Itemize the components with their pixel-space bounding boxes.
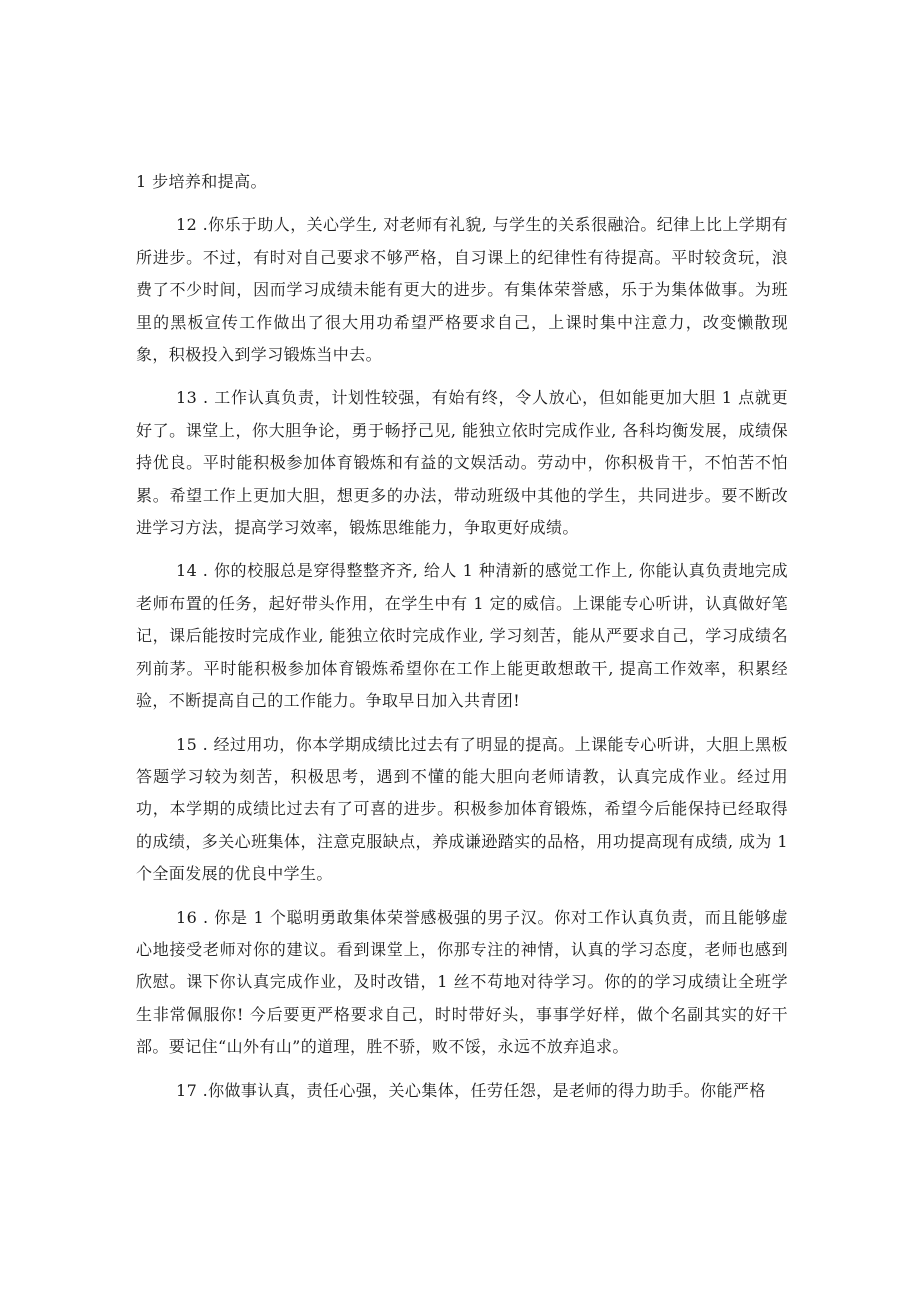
paragraph-17: 17 .你做事认真，责任心强，关心集体，任劳任怨，是老师的得力助手。你能严格 [176,1080,766,1100]
paragraph-continuation: 1 步培养和提高。 [136,172,267,191]
paragraph-15: 15 . 经过用功，你本学期成绩比过去有了明显的提高。上课能专心听讲，大胆上黑板答题学习较为刻苦，积极思考，遇到不懂的能大胆向老师请教，认真完成作业。经过用功，本学期的成绩比过去有了可喜的进步。积极参加体育锻炼，希望今后能保持已经取得的成绩，多关心班集体，注意克服缺点，养成谦逊踏实的品格，用功提高现有成绩, 成为 1 个全面发展的优良中学生。 [136,734,788,884]
document-body [136,166,788,1107]
paragraph-12: 12 .你乐于助人，关心学生, 对老师有礼貌, 与学生的关系很融洽。纪律上比上学期有所进步。不过，有时对自己要求不够严格，自习课上的纪律性有待提高。平时较贪玩，浪费了不少时间，因而学习成绩未能有更大的进步。有集体荣誉感，乐于为集体做事。为班里的黑板宣传工作做出了很大用功希望严格要求自己，上课时集中注意力，改变懒散现象，积极投入到学习锻炼当中去。 [136,215,788,365]
paragraph-13: 13 . 工作认真负责，计划性较强，有始有终，令人放心，但如能更加大胆 1 点就更好了。课堂上，你大胆争论，勇于畅抒己见, 能独立依时完成作业, 各科均衡发展，成绩保持优良。平时能积极参加体育锻炼和有益的文娱活动。劳动中，你积极肯干，不怕苦不怕累。希望工作上更加大胆，想更多的办法，带动班级中其他的学生，共同进步。要不断改进学习方法，提高学习效率，锻炼思维能力，争取更好成绩。 [136,388,788,538]
paragraph-16: 16 . 你是 1 个聪明勇敢集体荣誉感极强的男子汉。你对工作认真负责，而且能够虚心地接受老师对你的建议。看到课堂上，你那专注的神情，认真的学习态度，老师也感到欣慰。课下你认真完成作业，及时改错，1 丝不苟地对待学习。你的的学习成绩让全班学生非常佩服你! 今后要更严格要求自己，时时带好头，事事学好样，做个名副其实的好干部。要记住“山外有山”的道理，胜不骄，败不馁，永远不放弃追求。 [136,907,788,1057]
paragraph-14: 14 . 你的校服总是穿得整整齐齐, 给人 1 种清新的感觉工作上, 你能认真负责地完成老师布置的任务，起好带头作用，在学生中有 1 定的威信。上课能专心听讲，认真做好笔记，课后能按时完成作业, 能独立依时完成作业, 学习刻苦，能从严要求自己，学习成绩名列前茅。平时能积极参加体育锻炼希望你在工作上能更敢想敢干, 提高工作效率，积累经验，不断提高自己的工作能力。争取早日加入共青团! [136,561,788,711]
